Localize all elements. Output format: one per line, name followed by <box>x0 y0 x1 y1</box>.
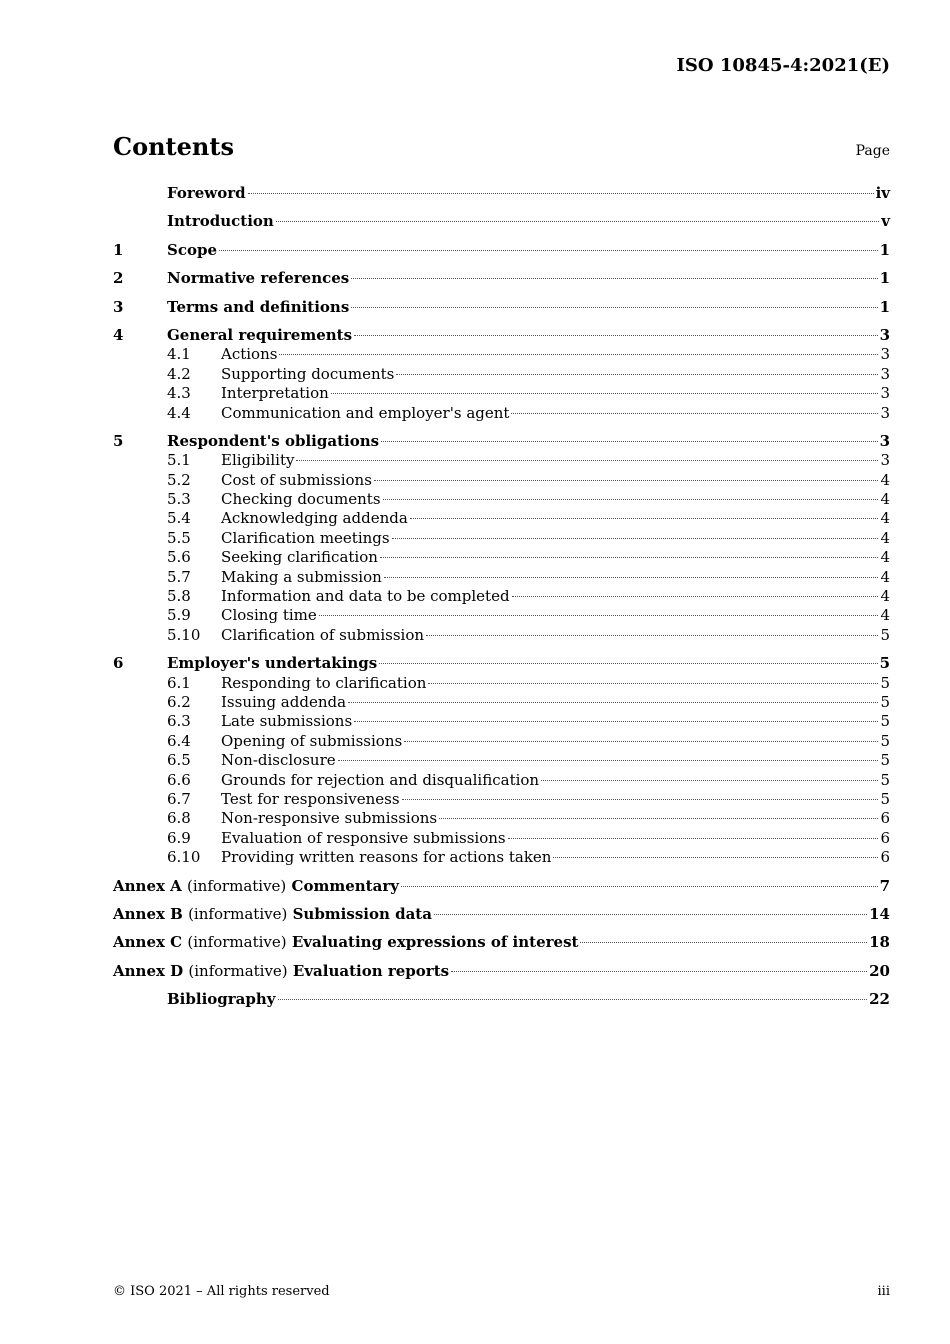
toc-entry-page: 6 <box>880 828 890 847</box>
toc-entry-number: 6.6 <box>167 770 191 789</box>
toc-entry-number: 6.3 <box>167 712 191 731</box>
toc-entry-number: 3 <box>113 297 124 316</box>
toc-entry-number: 4.3 <box>167 384 191 403</box>
toc-entry-title: Late submissions <box>221 712 353 731</box>
toc-entry-page: 5 <box>880 751 890 770</box>
toc-entry[interactable] <box>113 384 890 403</box>
toc-entry[interactable] <box>113 751 890 770</box>
annex-title: Commentary <box>291 876 399 895</box>
dot-leader <box>392 538 879 539</box>
toc-entry-title: Issuing addenda <box>221 692 347 711</box>
toc-entry-number: 6.8 <box>167 809 191 828</box>
page-number: iii <box>877 1284 890 1299</box>
toc-entry-title: General requirements <box>167 325 353 344</box>
toc-entry-title: Supporting documents <box>221 364 395 383</box>
annex-label: Annex A <box>113 876 182 895</box>
toc-entry-title: Providing written reasons for actions taken <box>221 848 552 867</box>
toc-entry-page: 5 <box>880 770 890 789</box>
toc-entry-number: 4 <box>113 325 124 344</box>
toc-entry-title: Information and data to be completed <box>221 587 510 606</box>
toc-entry-number: 5.8 <box>167 587 191 606</box>
toc-entry-title <box>113 962 449 981</box>
toc-entry-page: iv <box>875 184 890 202</box>
table-of-contents <box>113 184 890 1009</box>
dot-leader <box>511 413 878 414</box>
dot-leader <box>351 278 877 279</box>
toc-entry-page: 7 <box>879 876 890 895</box>
toc-entry[interactable] <box>113 848 890 867</box>
toc-entry-title: Normative references <box>167 269 350 288</box>
toc-entry[interactable] <box>113 771 890 790</box>
dot-leader <box>381 441 878 442</box>
dot-leader <box>331 393 879 394</box>
toc-entry[interactable] <box>113 471 890 490</box>
toc-entry[interactable] <box>113 674 890 693</box>
toc-entry-page: 22 <box>869 990 890 1009</box>
toc-entry[interactable] <box>113 432 890 451</box>
toc-entry-number: 4.1 <box>167 345 191 364</box>
dot-leader <box>428 683 878 684</box>
toc-entry-page: 1 <box>879 240 890 259</box>
toc-entry-number: 6.2 <box>167 692 191 711</box>
toc-entry-title: Responding to clarification <box>221 673 427 692</box>
dot-leader <box>319 615 879 616</box>
toc-entry-number: 5 <box>113 431 124 450</box>
dot-leader <box>248 193 874 194</box>
dot-leader <box>426 635 878 636</box>
toc-entry[interactable] <box>113 877 890 896</box>
toc-entry-page: 4 <box>880 490 890 509</box>
toc-entry-title: Acknowledging addenda <box>221 509 408 528</box>
toc-entry[interactable] <box>113 654 890 673</box>
toc-entry-title <box>113 933 578 952</box>
toc-entry[interactable] <box>113 184 890 203</box>
toc-entry-page: 4 <box>880 567 890 586</box>
dot-leader <box>434 914 867 915</box>
toc-entry-page: 5 <box>880 673 890 692</box>
dot-leader <box>541 780 878 781</box>
toc-entry-page: 3 <box>879 431 890 450</box>
toc-entry[interactable] <box>113 365 890 384</box>
toc-entry-title: Checking documents <box>221 490 381 509</box>
toc-entry-title: Test for responsiveness <box>221 789 400 808</box>
toc-entry-page: 5 <box>880 692 890 711</box>
toc-entry-number: 6.10 <box>167 848 201 867</box>
annex-label: Annex D <box>113 961 184 980</box>
annex-title: Submission data <box>292 904 432 923</box>
toc-entry-number: 6.5 <box>167 751 191 770</box>
annex-label: Annex B <box>113 904 183 923</box>
dot-leader <box>396 374 878 375</box>
toc-entry-page: 1 <box>879 269 890 288</box>
toc-entry-number: 1 <box>113 240 124 259</box>
dot-leader <box>380 557 879 558</box>
annex-title: Evaluating expressions of interest <box>291 933 579 952</box>
toc-entry-page: 5 <box>880 625 890 644</box>
toc-entry[interactable] <box>113 326 890 345</box>
toc-entry-title: Clarification meetings <box>221 528 390 547</box>
toc-entry[interactable] <box>113 809 890 828</box>
toc-entry[interactable] <box>113 587 890 606</box>
toc-entry[interactable] <box>113 345 890 364</box>
dot-leader <box>404 741 878 742</box>
toc-entry-page: 3 <box>879 325 890 344</box>
toc-entry-page: 3 <box>880 345 890 364</box>
toc-entry-title: Communication and employer's agent <box>221 403 510 422</box>
toc-entry-number: 6.1 <box>167 673 191 692</box>
dot-leader <box>276 221 879 222</box>
toc-entry-page: 1 <box>879 297 890 316</box>
toc-entry-number: 6.4 <box>167 731 191 750</box>
toc-entry-title <box>113 905 432 924</box>
toc-entry-title: Terms and definitions <box>167 297 350 316</box>
toc-entry-page: 5 <box>880 731 890 750</box>
toc-entry-title: Eligibility <box>221 451 295 470</box>
dot-leader <box>402 799 879 800</box>
toc-entry-page: 4 <box>880 548 890 567</box>
toc-entry-page: 3 <box>880 451 890 470</box>
toc-entry-title: Non-disclosure <box>221 751 336 770</box>
toc-entry-page: 4 <box>880 606 890 625</box>
toc-entry-number: 5.4 <box>167 509 191 528</box>
toc-entry-title: Scope <box>167 240 218 259</box>
toc-entry-number: 5.2 <box>167 470 191 489</box>
toc-entry-title: Interpretation <box>221 384 329 403</box>
dot-leader <box>379 663 877 664</box>
toc-entry-title: Cost of submissions <box>221 470 372 489</box>
annex-informative: (informative) <box>187 876 287 895</box>
toc-entry[interactable] <box>113 509 890 528</box>
toc-entry[interactable] <box>113 712 890 731</box>
dot-leader <box>512 596 879 597</box>
annex-informative: (informative) <box>187 933 287 952</box>
annex-title: Evaluation reports <box>292 961 450 980</box>
toc-entry-title: Closing time <box>221 606 317 625</box>
dot-leader <box>296 460 878 461</box>
toc-entry-title: Non-responsive submissions <box>221 809 438 828</box>
toc-entry-number: 5.10 <box>167 625 201 644</box>
dot-leader <box>401 886 878 887</box>
toc-entry-title: Evaluation of responsive submissions <box>221 828 506 847</box>
toc-entry[interactable] <box>113 490 890 509</box>
toc-entry-title: Employer's undertakings <box>167 654 378 673</box>
dot-leader <box>383 499 879 500</box>
toc-entry-title: Actions <box>221 345 278 364</box>
toc-entry-title: Opening of submissions <box>221 731 403 750</box>
annex-label: Annex C <box>113 933 183 952</box>
toc-entry[interactable] <box>113 962 890 981</box>
dot-leader <box>439 818 878 819</box>
toc-entry-title: Respondent's obligations <box>167 431 380 450</box>
toc-entry-title: Seeking clarification <box>221 548 378 567</box>
toc-entry-number: 5.6 <box>167 548 191 567</box>
toc-entry-title: Grounds for rejection and disqualification <box>221 770 540 789</box>
toc-entry-page: 5 <box>879 654 890 673</box>
toc-entry-page: 6 <box>880 809 890 828</box>
toc-entry-title <box>113 877 399 896</box>
toc-entry[interactable] <box>113 298 890 317</box>
toc-entry[interactable] <box>113 732 890 751</box>
toc-entry-number: 6 <box>113 654 124 673</box>
toc-entry-page: 4 <box>880 587 890 606</box>
dot-leader <box>278 999 868 1000</box>
dot-leader <box>351 307 877 308</box>
toc-entry[interactable] <box>113 990 890 1009</box>
toc-entry-number: 6.9 <box>167 828 191 847</box>
toc-entry-number: 5.7 <box>167 567 191 586</box>
toc-entry[interactable] <box>113 241 890 260</box>
copyright-notice: © ISO 2021 – All rights reserved <box>113 1284 330 1299</box>
document-id: ISO 10845-4:2021(E) <box>676 55 890 76</box>
toc-entry[interactable] <box>113 212 890 231</box>
toc-entry-page: 6 <box>880 848 890 867</box>
toc-entry[interactable] <box>113 829 890 848</box>
title-row <box>113 132 890 161</box>
toc-entry-page: 4 <box>880 528 890 547</box>
toc-entry-page: 4 <box>880 470 890 489</box>
dot-leader <box>553 857 878 858</box>
toc-entry-number: 6.7 <box>167 789 191 808</box>
toc-entry-number: 5.9 <box>167 606 191 625</box>
toc-entry-page: 5 <box>880 789 890 808</box>
toc-entry[interactable] <box>113 568 890 587</box>
toc-entry-title: Bibliography <box>167 990 276 1009</box>
toc-entry-number: 5.3 <box>167 490 191 509</box>
toc-entry[interactable] <box>113 905 890 924</box>
toc-entry[interactable] <box>113 451 890 470</box>
dot-leader <box>338 760 879 761</box>
toc-entry-title: Clarification of submission <box>221 625 425 644</box>
annex-informative: (informative) <box>188 961 288 980</box>
dot-leader <box>279 354 878 355</box>
dot-leader <box>451 971 867 972</box>
toc-entry-page: 5 <box>880 712 890 731</box>
toc-entry[interactable] <box>113 933 890 952</box>
dot-leader <box>219 250 878 251</box>
page-title: Contents <box>113 132 234 161</box>
toc-entry-page: 3 <box>880 364 890 383</box>
toc-entry-title: Making a submission <box>221 567 382 586</box>
dot-leader <box>354 721 878 722</box>
dot-leader <box>374 480 879 481</box>
toc-entry[interactable] <box>113 606 890 625</box>
toc-entry-page: 18 <box>869 933 890 952</box>
toc-entry-number: 4.2 <box>167 364 191 383</box>
dot-leader <box>410 518 879 519</box>
toc-entry[interactable] <box>113 404 890 423</box>
toc-entry-title: Introduction <box>167 212 274 231</box>
toc-entry-page: 20 <box>869 961 890 980</box>
dot-leader <box>580 942 867 943</box>
toc-entry-number: 5.5 <box>167 528 191 547</box>
dot-leader <box>384 577 879 578</box>
annex-informative: (informative) <box>188 904 288 923</box>
page-column-label: Page <box>855 143 890 159</box>
toc-entry[interactable] <box>113 626 890 645</box>
toc-entry-number: 5.1 <box>167 451 191 470</box>
toc-entry[interactable] <box>113 529 890 548</box>
toc-entry-page: 4 <box>880 509 890 528</box>
toc-entry-page: 3 <box>880 384 890 403</box>
toc-entry[interactable] <box>113 790 890 809</box>
dot-leader <box>508 838 879 839</box>
toc-entry-number: 2 <box>113 269 124 288</box>
toc-entry-page: 3 <box>880 403 890 422</box>
toc-entry[interactable] <box>113 269 890 288</box>
dot-leader <box>354 335 878 336</box>
toc-entry[interactable] <box>113 693 890 712</box>
footer <box>113 1284 890 1299</box>
dot-leader <box>348 702 878 703</box>
toc-entry-title: Foreword <box>167 184 246 202</box>
toc-entry[interactable] <box>113 548 890 567</box>
toc-entry-page: 14 <box>869 904 890 923</box>
toc-entry-page: v <box>881 212 890 231</box>
toc-entry-number: 4.4 <box>167 403 191 422</box>
